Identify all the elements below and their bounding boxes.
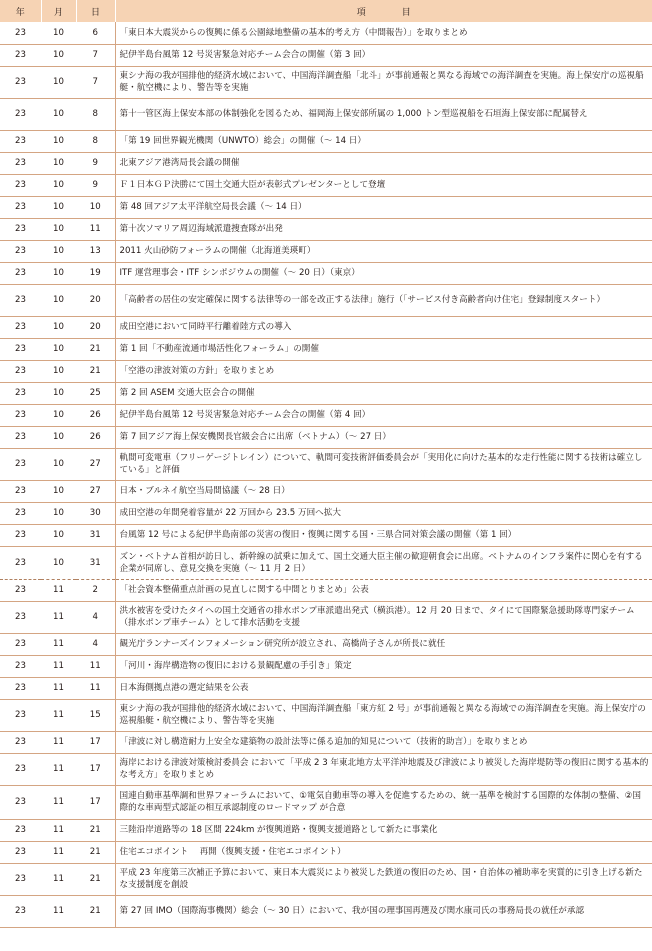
day-cell: 26: [76, 426, 115, 448]
month-cell: 10: [41, 44, 76, 66]
year-cell: 23: [0, 240, 41, 262]
year-cell: 23: [0, 174, 41, 196]
item-cell: 住宅エコポイント 再開（復興支援・住宅エコポイント）: [115, 841, 652, 863]
item-cell: 「東日本大震災からの復興に係る公園緑地整備の基本的考え方（中間報告）」を取りまとめ: [115, 22, 652, 44]
table-row: [0, 753, 652, 785]
day-cell: 17: [76, 785, 115, 819]
month-cell: 10: [41, 98, 76, 130]
item-cell: 海岸における津波対策検討委員会 において「平成 2 3 年東北地方太平洋沖地震及び津波により被災した海岸堤防等の復旧に関する基本的な考え方」を取りまとめ: [115, 753, 652, 785]
day-cell: 8: [76, 130, 115, 152]
year-cell: 23: [0, 655, 41, 677]
day-cell: 17: [76, 753, 115, 785]
day-cell: 15: [76, 699, 115, 731]
month-cell: 11: [41, 699, 76, 731]
year-cell: 23: [0, 98, 41, 130]
day-cell: 10: [76, 196, 115, 218]
table-row: [0, 546, 652, 579]
table-row: [0, 240, 652, 262]
table-row: [0, 895, 652, 927]
month-cell: 10: [41, 152, 76, 174]
month-cell: 11: [41, 863, 76, 895]
year-cell: 23: [0, 448, 41, 480]
table-row: [0, 262, 652, 284]
year-cell: 23: [0, 677, 41, 699]
item-cell: 紀伊半島台風第 12 号災害緊急対応チーム会合の開催（第 4 回）: [115, 404, 652, 426]
header-day: 日: [76, 0, 115, 22]
table-row: [0, 480, 652, 502]
day-cell: 21: [76, 360, 115, 382]
day-cell: 17: [76, 731, 115, 753]
item-cell: 「第 19 回世界観光機関（UNWTO）総会」の開催（〜 14 日）: [115, 130, 652, 152]
table-row: [0, 218, 652, 240]
table-row: [0, 655, 652, 677]
table-row: [0, 524, 652, 546]
month-cell: 11: [41, 579, 76, 601]
table-row: [0, 338, 652, 360]
day-cell: 4: [76, 601, 115, 633]
item-cell: 日本・ブルネイ航空当局間協議（〜 28 日）: [115, 480, 652, 502]
month-cell: 10: [41, 524, 76, 546]
item-cell: 「高齢者の居住の安定確保に関する法律等の一部を改正する法律」施行（「サービス付き高齢者向け住宅」登録制度スタート）: [115, 284, 652, 316]
month-cell: 10: [41, 360, 76, 382]
year-cell: 23: [0, 338, 41, 360]
month-cell: 10: [41, 338, 76, 360]
item-cell: 第 48 回アジア太平洋航空局長会議（〜 14 日）: [115, 196, 652, 218]
item-cell: 第十一管区海上保安本部の体制強化を図るため、福岡海上保安部所属の 1,000 トン型巡視船を石垣海上保安部に配属替え: [115, 98, 652, 130]
month-cell: 10: [41, 480, 76, 502]
month-cell: 11: [41, 655, 76, 677]
item-cell: 「空港の津波対策の方針」を取りまとめ: [115, 360, 652, 382]
item-cell: 国連自動車基準調和世界フォーラムにおいて、①電気自動車等の導入を促進するための、統一基準を検討する国際的な体制の整備、②国際的な車両型式認証の相互承認制度のロードマップ が合意: [115, 785, 652, 819]
year-cell: 23: [0, 284, 41, 316]
month-cell: 10: [41, 316, 76, 338]
year-cell: 23: [0, 360, 41, 382]
day-cell: 21: [76, 895, 115, 927]
year-cell: 23: [0, 152, 41, 174]
table-row: [0, 152, 652, 174]
year-cell: 23: [0, 753, 41, 785]
item-cell: 三陸沿岸道路等の 18 区間 224km が復興道路・復興支援道路として新たに事業化: [115, 819, 652, 841]
year-cell: 23: [0, 819, 41, 841]
day-cell: 31: [76, 524, 115, 546]
table-row: [0, 174, 652, 196]
day-cell: 21: [76, 841, 115, 863]
item-cell: 台風第 12 号による紀伊半島南部の災害の復旧・復興に関する国・三県合同対策会議の開催（第 1 回）: [115, 524, 652, 546]
item-cell: 日本海側拠点港の選定結果を公表: [115, 677, 652, 699]
month-cell: 10: [41, 174, 76, 196]
table-body: [0, 22, 652, 927]
year-cell: 23: [0, 480, 41, 502]
day-cell: 30: [76, 502, 115, 524]
item-cell: ITF 運営理事会・ITF シンポジウムの開催（〜 20 日）（東京）: [115, 262, 652, 284]
day-cell: 2: [76, 579, 115, 601]
item-cell: 第十次ソマリア周辺海域派遣捜査隊が出発: [115, 218, 652, 240]
day-cell: 11: [76, 218, 115, 240]
year-cell: 23: [0, 196, 41, 218]
month-cell: 11: [41, 785, 76, 819]
year-cell: 23: [0, 130, 41, 152]
year-cell: 23: [0, 426, 41, 448]
day-cell: 11: [76, 677, 115, 699]
table-row: [0, 448, 652, 480]
item-cell: Ｆ１日本ＧＰ決勝にて国土交通大臣が表彰式プレゼンターとして登壇: [115, 174, 652, 196]
day-cell: 11: [76, 655, 115, 677]
month-cell: 10: [41, 382, 76, 404]
day-cell: 26: [76, 404, 115, 426]
table-row: [0, 284, 652, 316]
table-row: [0, 677, 652, 699]
day-cell: 4: [76, 633, 115, 655]
table-row: [0, 785, 652, 819]
year-cell: 23: [0, 218, 41, 240]
month-cell: 11: [41, 633, 76, 655]
item-cell: ズン・ベトナム首相が訪日し、新幹線の試乗に加えて、国土交通大臣主催の歓迎朝食会に出席。ベトナムのインフラ案件に関心を有する企業が同席し、意見交換を実施（〜 11 月 2 日）: [115, 546, 652, 579]
month-cell: 11: [41, 677, 76, 699]
day-cell: 20: [76, 316, 115, 338]
day-cell: 27: [76, 448, 115, 480]
item-cell: 2011 火山砂防フォーラムの開催（北海道美瑛町）: [115, 240, 652, 262]
year-cell: 23: [0, 579, 41, 601]
day-cell: 31: [76, 546, 115, 579]
table-row: [0, 316, 652, 338]
day-cell: 7: [76, 66, 115, 98]
month-cell: 10: [41, 502, 76, 524]
day-cell: 27: [76, 480, 115, 502]
day-cell: 9: [76, 152, 115, 174]
year-cell: 23: [0, 66, 41, 98]
day-cell: 25: [76, 382, 115, 404]
month-cell: 10: [41, 426, 76, 448]
header-year: 年: [0, 0, 41, 22]
year-cell: 23: [0, 699, 41, 731]
header-month: 月: [41, 0, 76, 22]
day-cell: 13: [76, 240, 115, 262]
month-cell: 10: [41, 546, 76, 579]
month-cell: 11: [41, 601, 76, 633]
month-cell: 11: [41, 841, 76, 863]
item-cell: 北東アジア港湾局長会議の開催: [115, 152, 652, 174]
year-cell: 23: [0, 524, 41, 546]
table-row: [0, 841, 652, 863]
item-cell: 第 2 回 ASEM 交通大臣会合の開催: [115, 382, 652, 404]
item-cell: 観光庁ランナーズインフォメーション研究所が設立され、高橋尚子さんが所長に就任: [115, 633, 652, 655]
item-cell: 東シナ海の我が国排他的経済水域において、中国海洋調査船「北斗」が事前通報と異なる海域での海洋調査を実施。海上保安庁の巡視船艇・航空機により、警告等を実施: [115, 66, 652, 98]
header-row: [0, 0, 652, 22]
year-cell: 23: [0, 863, 41, 895]
item-cell: 洪水被害を受けたタイへの国土交通省の排水ポンプ車派遣出発式（横浜港）。12 月 20 日まで、タイにて国際緊急援助隊専門家チーム（排水ポンプ車チーム）として排水活動を支援: [115, 601, 652, 633]
item-cell: 「社会資本整備重点計画の見直しに関する中間とりまとめ」公表: [115, 579, 652, 601]
day-cell: 20: [76, 284, 115, 316]
month-cell: 11: [41, 895, 76, 927]
month-cell: 10: [41, 196, 76, 218]
table-row: [0, 382, 652, 404]
month-cell: 10: [41, 66, 76, 98]
item-cell: 成田空港において同時平行離着陸方式の導入: [115, 316, 652, 338]
month-cell: 10: [41, 404, 76, 426]
table-row: [0, 426, 652, 448]
month-cell: 10: [41, 240, 76, 262]
item-cell: 平成 23 年度第三次補正予算において、東日本大震災により被災した鉄道の復旧のため、国・自治体の補助率を実質的に引き上げる新たな支援制度を創設: [115, 863, 652, 895]
year-cell: 23: [0, 316, 41, 338]
year-cell: 23: [0, 785, 41, 819]
table-row: [0, 44, 652, 66]
item-cell: 第 27 回 IMO（国際海事機関）総会（〜 30 日）において、我が国の理事国再選及び関水康司氏の事務局長の就任が承認: [115, 895, 652, 927]
table-row: [0, 130, 652, 152]
item-cell: 「津波に対し構造耐力上安全な建築物の設計法等に係る追加的知見について（技術的助言）」を取りまとめ: [115, 731, 652, 753]
day-cell: 19: [76, 262, 115, 284]
table-row: [0, 601, 652, 633]
day-cell: 8: [76, 98, 115, 130]
day-cell: 21: [76, 863, 115, 895]
day-cell: 9: [76, 174, 115, 196]
month-cell: 10: [41, 262, 76, 284]
table-row: [0, 98, 652, 130]
month-cell: 11: [41, 731, 76, 753]
day-cell: 21: [76, 819, 115, 841]
table-row: [0, 633, 652, 655]
day-cell: 21: [76, 338, 115, 360]
table-row: [0, 502, 652, 524]
day-cell: 6: [76, 22, 115, 44]
month-cell: 10: [41, 130, 76, 152]
item-cell: 軌間可変電車（フリーゲージトレイン）について、軌間可変技術評価委員会が「実用化に向けた基本的な走行性能に関する技術は確立している」と評価: [115, 448, 652, 480]
item-cell: 紀伊半島台風第 12 号災害緊急対応チーム会合の開催（第 3 回）: [115, 44, 652, 66]
item-cell: 第 7 回アジア海上保安機関長官級会合に出席（ベトナム）（〜 27 日）: [115, 426, 652, 448]
month-cell: 10: [41, 218, 76, 240]
year-cell: 23: [0, 502, 41, 524]
table-row: [0, 699, 652, 731]
year-cell: 23: [0, 22, 41, 44]
table-row: [0, 22, 652, 44]
year-cell: 23: [0, 382, 41, 404]
month-cell: 10: [41, 448, 76, 480]
year-cell: 23: [0, 44, 41, 66]
month-cell: 10: [41, 284, 76, 316]
header-item: 項 目: [115, 0, 652, 22]
table-row: [0, 579, 652, 601]
month-cell: 11: [41, 753, 76, 785]
year-cell: 23: [0, 601, 41, 633]
year-cell: 23: [0, 404, 41, 426]
year-cell: 23: [0, 895, 41, 927]
month-cell: 10: [41, 22, 76, 44]
year-cell: 23: [0, 731, 41, 753]
table-row: [0, 360, 652, 382]
day-cell: 7: [76, 44, 115, 66]
table-row: [0, 196, 652, 218]
item-cell: 「河川・海岸構造物の復旧における景観配慮の手引き」策定: [115, 655, 652, 677]
table-row: [0, 863, 652, 895]
year-cell: 23: [0, 546, 41, 579]
year-cell: 23: [0, 262, 41, 284]
table-row: [0, 66, 652, 98]
item-cell: 第 1 回「不動産流通市場活性化フォーラム」の開催: [115, 338, 652, 360]
table-row: [0, 819, 652, 841]
month-cell: 11: [41, 819, 76, 841]
table-row: [0, 404, 652, 426]
year-cell: 23: [0, 633, 41, 655]
table-row: [0, 731, 652, 753]
item-cell: 成田空港の年間発着容量が 22 万回から 23.5 万回へ拡大: [115, 502, 652, 524]
item-cell: 東シナ海の我が国排他的経済水域において、中国海洋調査船「東方紅 2 号」が事前通報と異なる海域での海洋調査を実施。海上保安庁の巡視船艇・航空機により、警告等を実施: [115, 699, 652, 731]
year-cell: 23: [0, 841, 41, 863]
